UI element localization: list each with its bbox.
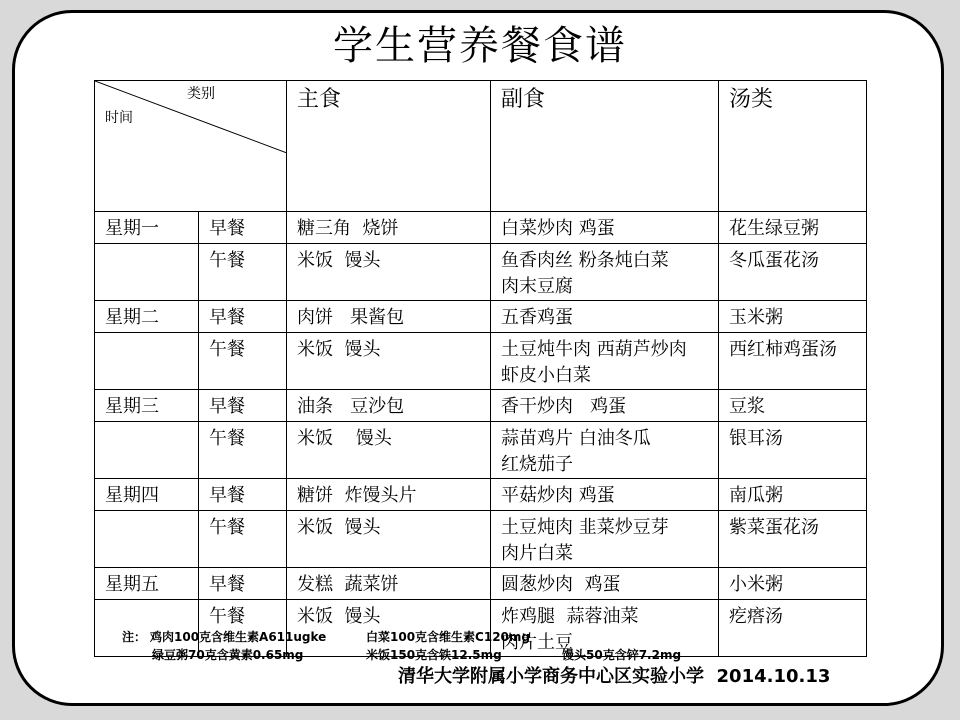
soup-cell: 疙瘩汤 [719,600,867,657]
staple-cell: 米饭 馒头 [287,600,491,657]
side-dish-line: 五香鸡蛋 [501,307,573,328]
header-row [95,81,867,212]
meal-cell: 午餐 [199,333,287,390]
soup-cell: 南瓜粥 [719,479,867,511]
side-dish-line: 香干炒肉 鸡蛋 [501,396,627,417]
meal-cell: 早餐 [199,390,287,422]
staple-cell: 发糕 蔬菜饼 [287,568,491,600]
side-dish-line: 土豆炖肉 韭菜炒豆芽 [501,517,669,538]
table-row [95,511,867,568]
header-side: 副食 [491,81,719,212]
side-dish-line: 肉片白菜 [501,543,573,564]
side-dish-line: 土豆炖牛肉 西葫芦炒肉 [501,339,687,360]
corner-category-label: 类别 [187,86,215,102]
side-dish-cell [491,212,719,244]
side-dish-cell [491,511,719,568]
soup-cell: 西红柿鸡蛋汤 [719,333,867,390]
side-dish-line: 肉末豆腐 [501,276,573,297]
school-footer: 清华大学附属小学商务中心区实验小学 2014.10.13 [398,666,831,687]
table-row [95,479,867,511]
note-cabbage: 白菜100克含维生素C120mg [366,630,530,644]
side-dish-line: 圆葱炒肉 鸡蛋 [501,574,621,595]
day-cell [95,511,199,568]
meal-cell: 午餐 [199,422,287,479]
soup-cell: 玉米粥 [719,301,867,333]
note-prefix: 注： [122,630,147,644]
table-row [95,333,867,390]
day-cell [95,333,199,390]
side-dish-cell [491,390,719,422]
staple-cell: 米饭 馒头 [287,333,491,390]
side-dish-line: 鱼香肉丝 粉条炖白菜 [501,250,669,271]
header-soup: 汤类 [719,81,867,212]
table-row [95,244,867,301]
day-cell: 星期四 [95,479,199,511]
soup-cell: 冬瓜蛋花汤 [719,244,867,301]
meal-cell: 午餐 [199,244,287,301]
table-row [95,301,867,333]
table-row [95,422,867,479]
staple-cell: 油条 豆沙包 [287,390,491,422]
day-cell: 星期三 [95,390,199,422]
side-dish-line: 虾皮小白菜 [501,365,591,386]
side-dish-cell [491,479,719,511]
day-cell: 星期二 [95,301,199,333]
corner-header [95,81,287,212]
day-cell: 星期五 [95,568,199,600]
meal-cell: 早餐 [199,301,287,333]
meal-cell: 早餐 [199,212,287,244]
note-mungbean: 绿豆粥70克含黄素0.65mg [152,648,304,662]
soup-cell: 小米粥 [719,568,867,600]
note-bun: 馒头50克含锌7.2mg [562,648,682,662]
meal-cell: 早餐 [199,479,287,511]
meal-cell: 午餐 [199,511,287,568]
header-staple: 主食 [287,81,491,212]
meal-cell: 早餐 [199,568,287,600]
note-chicken: 鸡肉100克含维生素A611ugke [150,630,327,644]
side-dish-line: 白菜炒肉 鸡蛋 [501,218,615,239]
soup-cell: 银耳汤 [719,422,867,479]
staple-cell: 米饭 馒头 [287,511,491,568]
page-title: 学生营养餐食谱 [333,23,627,69]
meal-cell: 午餐 [199,600,287,657]
side-dish-line: 炸鸡腿 蒜蓉油菜 [501,606,639,627]
side-dish-cell [491,301,719,333]
table-row [95,212,867,244]
day-cell [95,244,199,301]
side-dish-cell [491,422,719,479]
side-dish-line: 肉片土豆 [501,632,573,653]
soup-cell: 紫菜蛋花汤 [719,511,867,568]
side-dish-line: 平菇炒肉 鸡蛋 [501,485,615,506]
staple-cell: 糖饼 炸馒头片 [287,479,491,511]
side-dish-cell [491,333,719,390]
day-cell [95,422,199,479]
soup-cell: 豆浆 [719,390,867,422]
menu-table [94,80,867,657]
table-row [95,568,867,600]
staple-cell: 米饭 馒头 [287,422,491,479]
staple-cell: 米饭 馒头 [287,244,491,301]
corner-time-label: 时间 [105,110,133,126]
table-row [95,390,867,422]
side-dish-cell [491,244,719,301]
side-dish-line: 蒜苗鸡片 白油冬瓜 [501,428,651,449]
staple-cell: 糖三角 烧饼 [287,212,491,244]
day-cell: 星期一 [95,212,199,244]
note-rice: 米饭150克含铁12.5mg [366,648,502,662]
staple-cell: 肉饼 果酱包 [287,301,491,333]
side-dish-line: 红烧茄子 [501,454,573,475]
side-dish-cell [491,568,719,600]
soup-cell: 花生绿豆粥 [719,212,867,244]
